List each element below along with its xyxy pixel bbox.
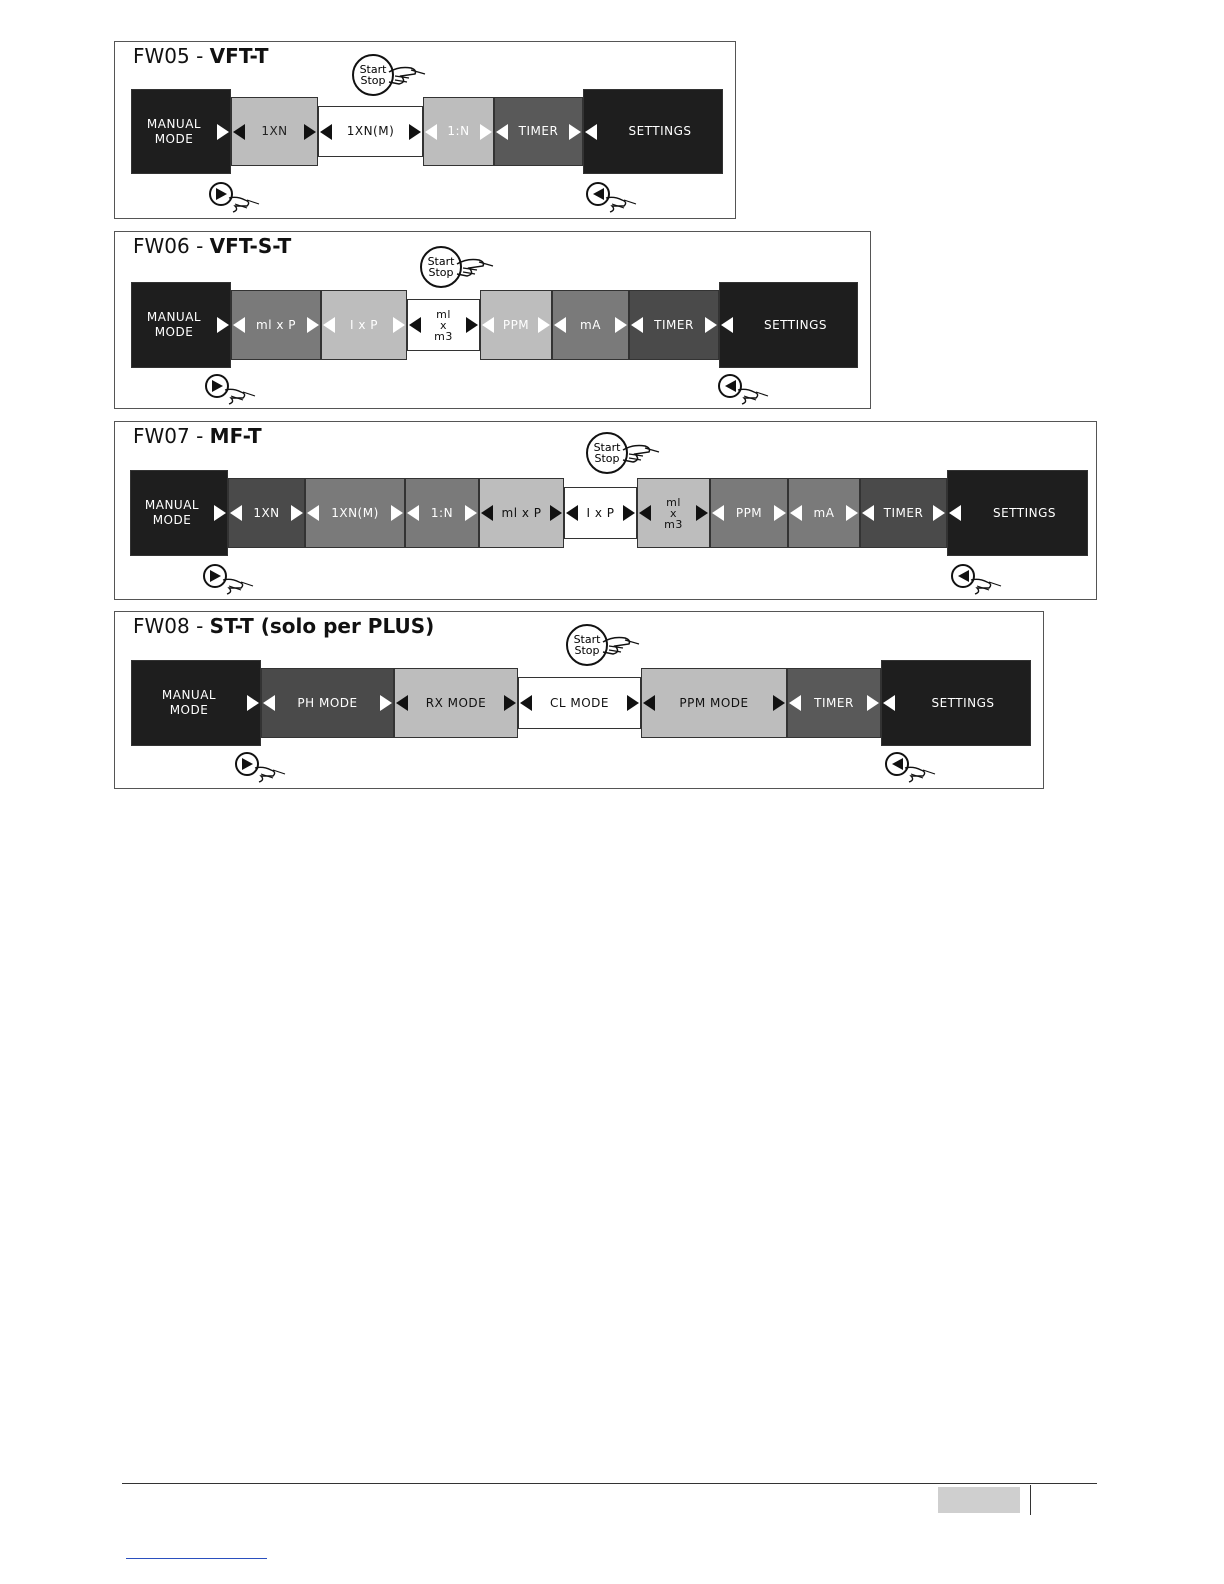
arrow-right-icon: [216, 124, 230, 140]
press-right-button-icon: [203, 370, 259, 406]
title-separator: -: [196, 424, 204, 448]
arrow-right-icon: [704, 317, 718, 333]
footer-rule: [122, 1483, 1097, 1484]
menu-block-label: 1XN(M): [346, 124, 395, 138]
model-name: VFT-S-T: [209, 234, 292, 258]
menu-block-1xn(m): [318, 106, 423, 157]
menu-block-ma: [552, 290, 629, 360]
menu-block-i-x-p: [564, 487, 637, 539]
menu-block-label: TIMER: [883, 505, 924, 520]
menu-block-settings: [947, 470, 1088, 556]
arrow-left-icon: [395, 695, 409, 711]
panel-title: [133, 234, 291, 258]
menu-block-1xn: [231, 97, 318, 166]
menu-block-label: TIMER: [814, 695, 854, 710]
arrow-left-icon: [861, 505, 875, 521]
footer-link-underline: [126, 1558, 267, 1559]
firmware-code: FW05: [133, 44, 190, 68]
menu-block-label: RX MODE: [425, 695, 487, 710]
arrow-right-icon: [773, 505, 787, 521]
arrow-right-icon: [246, 695, 260, 711]
menu-block-label: PH MODE: [297, 695, 358, 710]
menu-block-label: ml x m3: [434, 307, 453, 343]
menu-block-timer: [787, 668, 881, 738]
menu-block-i-x-p: [321, 290, 407, 360]
arrow-right-icon: [614, 317, 628, 333]
arrow-left-icon: [229, 505, 243, 521]
menu-block-1:n: [423, 97, 494, 166]
arrow-right-icon: [549, 505, 563, 521]
arrow-left-icon: [480, 505, 494, 521]
menu-block-label: ml x m3: [664, 495, 683, 531]
title-separator: -: [196, 614, 204, 638]
arrow-left-icon: [584, 124, 598, 140]
arrow-right-icon: [303, 124, 317, 140]
arrow-right-icon: [379, 695, 393, 711]
start-label: Start: [359, 63, 387, 76]
arrow-left-icon: [642, 695, 656, 711]
arrow-right-icon: [216, 317, 230, 333]
start-stop-button-icon: [565, 622, 645, 668]
arrow-right-icon: [465, 317, 479, 333]
arrow-left-icon: [408, 317, 422, 333]
arrow-left-icon: [789, 505, 803, 521]
menu-block-settings: [719, 282, 858, 368]
start-label: Start: [573, 633, 601, 646]
arrow-right-icon: [772, 695, 786, 711]
model-name: VFT-T: [209, 44, 269, 68]
panel-fw05: [114, 41, 736, 219]
arrow-left-icon: [262, 695, 276, 711]
menu-block-label: SETTINGS: [931, 695, 995, 710]
arrow-left-icon: [322, 317, 336, 333]
arrow-right-icon: [568, 124, 582, 140]
arrow-right-icon: [390, 505, 404, 521]
start-stop-button-icon: [351, 52, 431, 98]
arrow-left-icon: [948, 505, 962, 521]
menu-block-label: PPM: [735, 505, 763, 520]
arrow-right-icon: [845, 505, 859, 521]
arrow-left-icon: [882, 695, 896, 711]
arrow-left-icon: [306, 505, 320, 521]
menu-block-timer: [494, 97, 583, 166]
arrow-left-icon: [232, 124, 246, 140]
menu-block-manual-mode: [131, 282, 231, 368]
menu-block-1:n: [405, 478, 479, 548]
arrow-right-icon: [464, 505, 478, 521]
menu-block-label: I x P: [586, 505, 615, 520]
page-number-box: [938, 1487, 1020, 1513]
arrow-left-icon: [553, 317, 567, 333]
model-name: ST-T (solo per PLUS): [209, 614, 435, 638]
arrow-left-icon: [788, 695, 802, 711]
menu-block-label: SETTINGS: [763, 317, 828, 332]
arrow-right-icon: [537, 317, 551, 333]
panel-title: [133, 44, 269, 68]
arrow-right-icon: [503, 695, 517, 711]
arrow-right-icon: [290, 505, 304, 521]
firmware-code: FW08: [133, 614, 190, 638]
menu-block-1xn: [228, 478, 305, 548]
menu-block-label: MANUAL MODE: [146, 116, 202, 146]
menu-block-label: 1XN: [261, 124, 288, 138]
menu-block-label: TIMER: [654, 317, 694, 332]
menu-block-settings: [881, 660, 1031, 746]
panel-fw08: [114, 611, 1044, 789]
menu-block-label: SETTINGS: [992, 505, 1057, 520]
panel-fw06: [114, 231, 871, 409]
arrow-right-icon: [626, 695, 640, 711]
arrow-left-icon: [406, 505, 420, 521]
arrow-right-icon: [213, 505, 227, 521]
firmware-code: FW06: [133, 234, 190, 258]
menu-block-ml-x-m3: [637, 478, 710, 548]
menu-block-timer: [629, 290, 719, 360]
menu-block-ma: [788, 478, 860, 548]
menu-block-manual-mode: [131, 89, 231, 174]
arrow-left-icon: [630, 317, 644, 333]
stop-label: Stop: [594, 452, 620, 465]
press-right-button-icon: [233, 748, 289, 784]
menu-block-label: TIMER: [518, 124, 559, 138]
menu-block-ml-x-p: [231, 290, 321, 360]
menu-block-ppm: [710, 478, 788, 548]
menu-block-label: 1:N: [430, 505, 454, 520]
panel-title: [133, 614, 434, 638]
arrow-left-icon: [495, 124, 509, 140]
stop-label: Stop: [428, 266, 454, 279]
model-name: MF-T: [209, 424, 262, 448]
arrow-left-icon: [720, 317, 734, 333]
menu-block-label: MANUAL MODE: [144, 498, 200, 527]
arrow-right-icon: [695, 505, 709, 521]
arrow-right-icon: [306, 317, 320, 333]
firmware-code: FW07: [133, 424, 190, 448]
menu-block-label: SETTINGS: [628, 124, 692, 138]
menu-block-ph-mode: [261, 668, 394, 738]
arrow-right-icon: [866, 695, 880, 711]
menu-block-1xn(m): [305, 478, 405, 548]
menu-block-label: 1:N: [447, 124, 470, 138]
press-right-button-icon: [201, 560, 257, 596]
menu-block-settings: [583, 89, 723, 174]
arrow-left-icon: [565, 505, 579, 521]
menu-block-ppm-mode: [641, 668, 787, 738]
arrow-left-icon: [424, 124, 438, 140]
arrow-left-icon: [711, 505, 725, 521]
panel-title: [133, 424, 262, 448]
press-left-button-icon: [883, 748, 939, 784]
menu-block-label: MANUAL MODE: [146, 310, 202, 339]
press-left-button-icon: [949, 560, 1005, 596]
arrow-right-icon: [392, 317, 406, 333]
menu-block-ml-x-p: [479, 478, 564, 548]
start-stop-button-icon: [585, 430, 665, 476]
menu-block-label: mA: [813, 505, 835, 520]
stop-label: Stop: [574, 644, 600, 657]
menu-block-label: CL MODE: [550, 695, 609, 710]
arrow-right-icon: [408, 124, 422, 140]
arrow-left-icon: [319, 124, 333, 140]
menu-block-ml-x-m3: [407, 299, 480, 351]
menu-block-rx-mode: [394, 668, 518, 738]
menu-block-manual-mode: [131, 660, 261, 746]
arrow-left-icon: [638, 505, 652, 521]
panel-fw07: [114, 421, 1097, 600]
arrow-right-icon: [479, 124, 493, 140]
press-right-button-icon: [207, 178, 263, 214]
menu-block-label: 1XN: [253, 505, 280, 520]
arrow-left-icon: [481, 317, 495, 333]
menu-block-ppm: [480, 290, 552, 360]
arrow-left-icon: [232, 317, 246, 333]
start-stop-button-icon: [419, 244, 499, 290]
menu-block-timer: [860, 478, 947, 548]
arrow-right-icon: [932, 505, 946, 521]
stop-label: Stop: [360, 74, 386, 87]
start-label: Start: [427, 255, 455, 268]
menu-block-label: I x P: [349, 317, 378, 332]
press-left-button-icon: [584, 178, 640, 214]
arrow-left-icon: [519, 695, 533, 711]
menu-block-label: ml x P: [501, 505, 542, 520]
footer-divider: [1030, 1485, 1031, 1515]
press-left-button-icon: [716, 370, 772, 406]
menu-block-label: PPM: [502, 317, 530, 332]
menu-block-cl-mode: [518, 677, 641, 729]
menu-block-label: MANUAL MODE: [161, 688, 217, 717]
start-label: Start: [593, 441, 621, 454]
title-separator: -: [196, 44, 204, 68]
menu-block-label: PPM MODE: [679, 695, 749, 710]
menu-block-label: ml x P: [256, 317, 296, 332]
menu-block-label: 1XN(M): [331, 505, 379, 520]
arrow-right-icon: [622, 505, 636, 521]
title-separator: -: [196, 234, 204, 258]
menu-block-manual-mode: [130, 470, 228, 556]
menu-block-label: mA: [580, 317, 601, 332]
